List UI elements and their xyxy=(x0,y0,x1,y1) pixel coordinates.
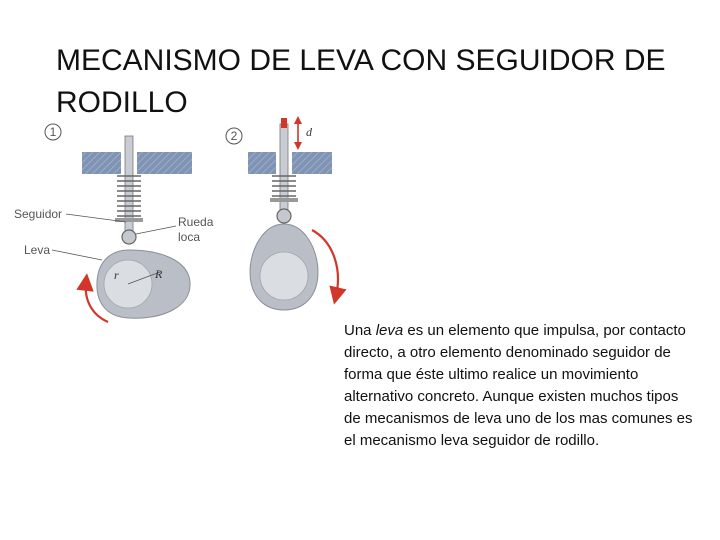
description-paragraph xyxy=(344,320,694,452)
step-1-marker xyxy=(45,124,61,140)
cam-1 xyxy=(97,250,190,318)
spring-seat-2 xyxy=(270,198,298,202)
cam-follower-diagram xyxy=(0,110,380,340)
loca-label: loca xyxy=(178,230,201,244)
step-2-marker xyxy=(226,128,242,144)
displacement-d-label: d xyxy=(306,125,312,139)
rod-tip-2 xyxy=(281,118,287,128)
rueda-leader xyxy=(136,226,176,234)
leva-label: Leva xyxy=(24,243,51,257)
seguidor-label: Seguidor xyxy=(14,207,63,221)
diagram-2 xyxy=(226,116,338,310)
step-2-number: 2 xyxy=(230,129,238,143)
radius-r-label: r xyxy=(114,268,119,282)
radius-R-label: R xyxy=(155,267,163,281)
roller-wheel-2 xyxy=(277,209,291,223)
displacement-arrow xyxy=(294,116,302,150)
roller-wheel-1 xyxy=(122,230,136,244)
housing-2 xyxy=(248,152,332,174)
step-1-number: 1 xyxy=(49,125,57,139)
cam-2 xyxy=(250,224,318,310)
description-start: Una xyxy=(344,322,376,339)
description-rest: es un elemento que impulsa, por contacto directo, a otro elemento denominado seguidor de forma que éste ultimo realice un movimiento alternativo concreto. Aunque existen muchos tipos de mecanismos de leva uno de los mas comunes es el mecanismo leva seguidor de rodillo. xyxy=(344,322,693,449)
slide-title: MECANISMO DE LEVA CON SEGUIDOR DE RODILLO xyxy=(56,44,666,119)
diagram-1 xyxy=(14,124,214,322)
leva-emphasis: leva xyxy=(375,322,404,339)
leva-leader xyxy=(52,250,102,260)
follower-rod-2 xyxy=(280,124,288,218)
rueda-label: Rueda xyxy=(178,215,214,229)
housing-1 xyxy=(82,152,192,174)
